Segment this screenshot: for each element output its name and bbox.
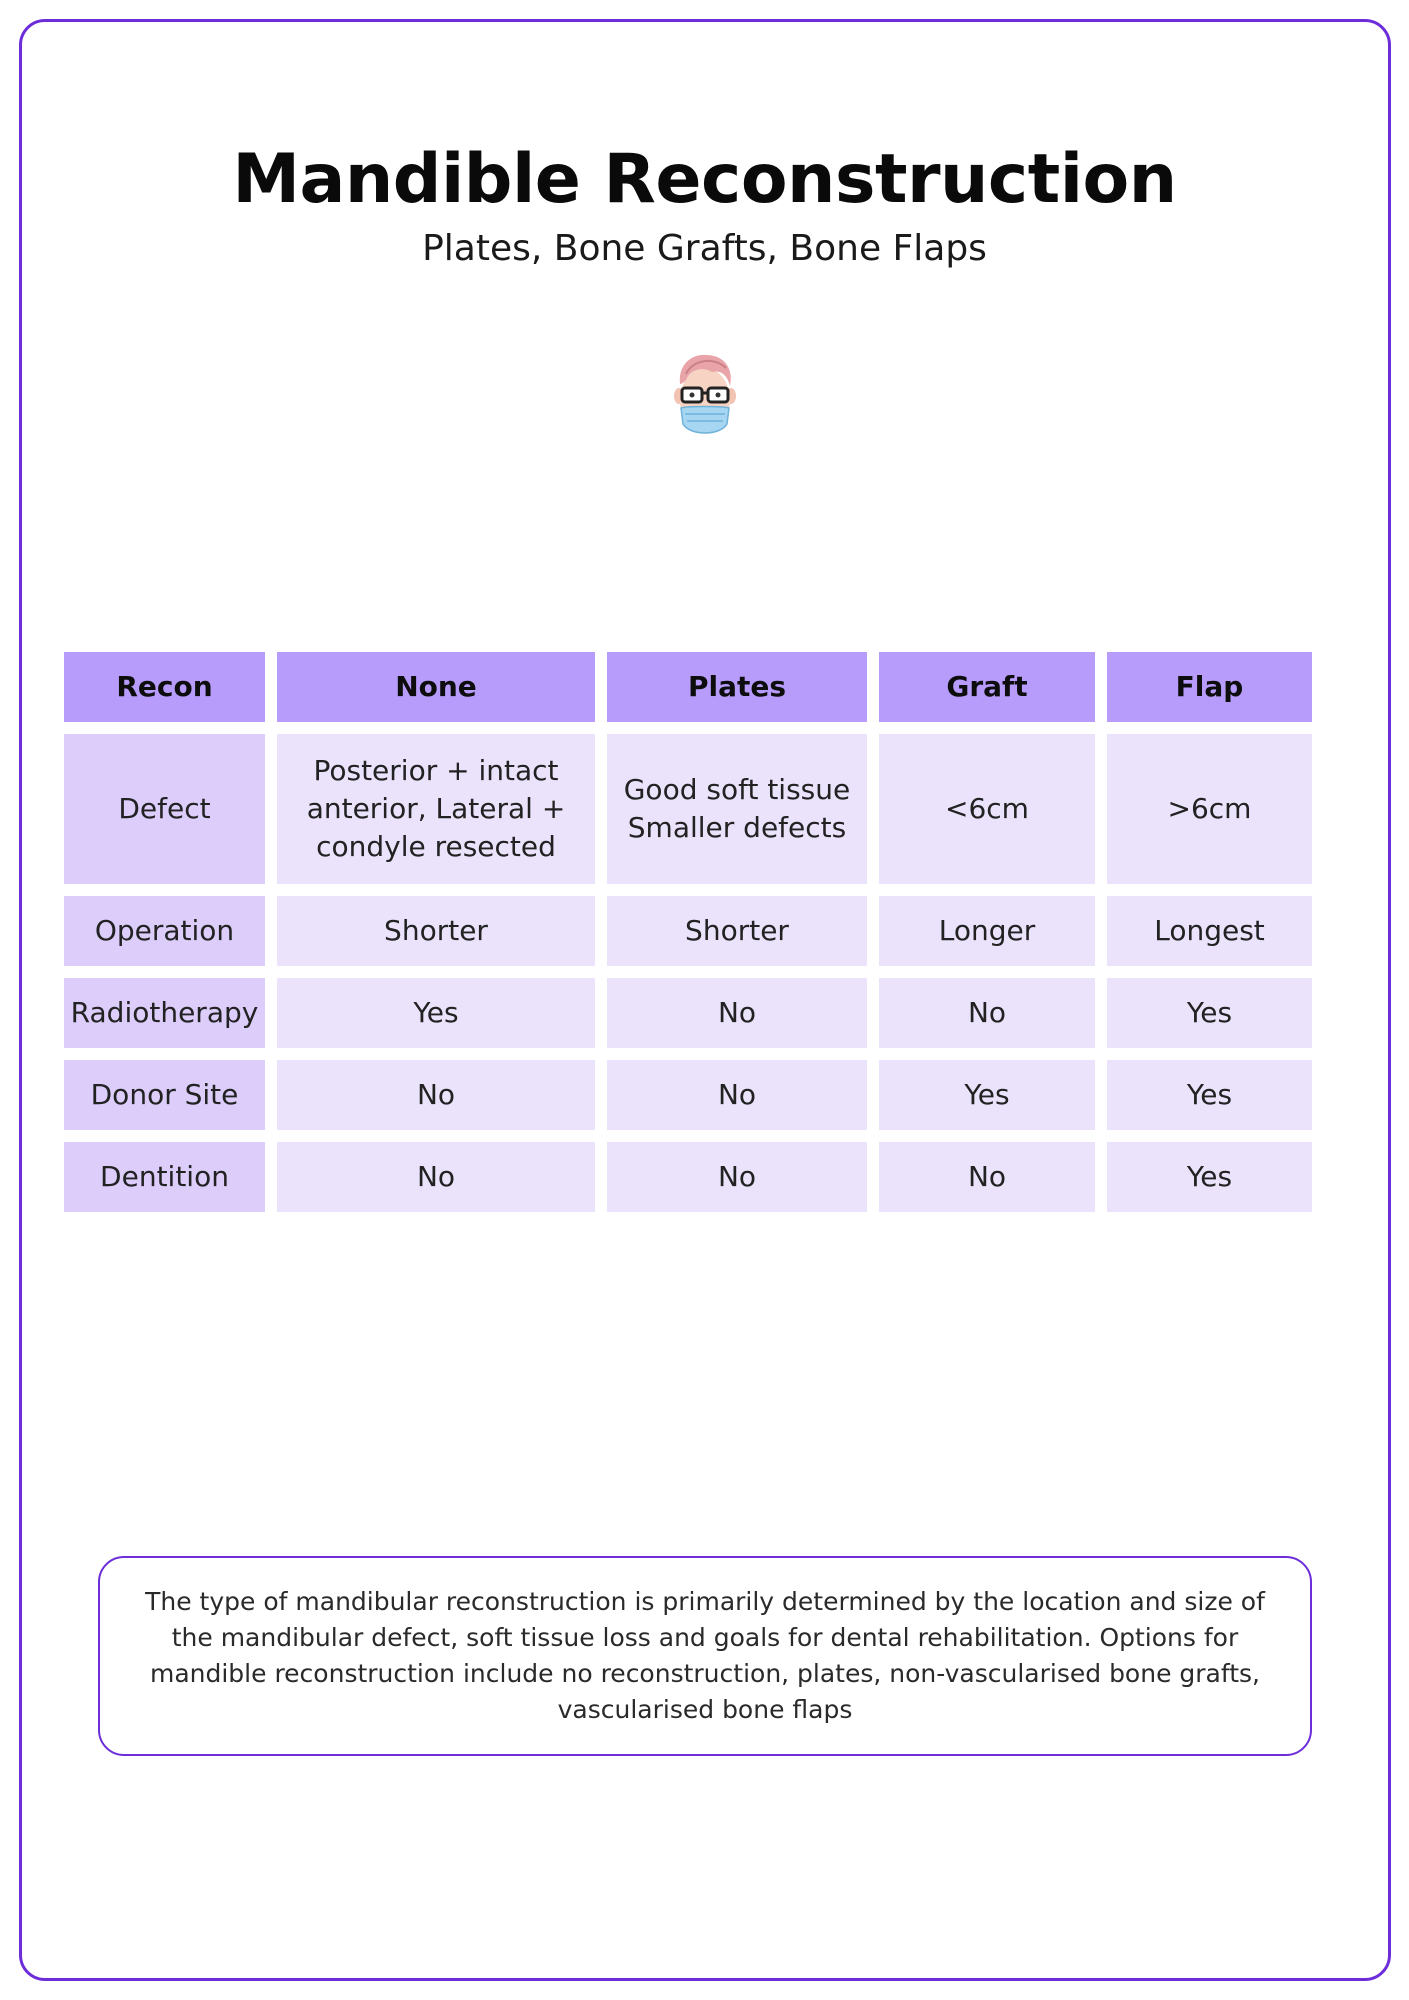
page-subtitle: Plates, Bone Grafts, Bone Flaps (422, 228, 987, 269)
table-row (64, 1142, 1314, 1212)
table-cell: Posterior + intact anterior, Lateral + condyle resected (277, 734, 595, 884)
table-cell: Yes (1107, 1060, 1312, 1130)
column-header: Plates (607, 652, 867, 722)
table-row (64, 1060, 1314, 1130)
table-cell: Longest (1107, 896, 1312, 966)
table-cell: No (879, 978, 1095, 1048)
table-row (64, 896, 1314, 966)
table-header-row (64, 652, 1314, 722)
summary-note-text: The type of mandibular reconstruction is primarily determined by the location and size of the mandibular defect, soft tissue loss and goals for dental rehabilitation. Options for mandible reconstruction include no reconstruction, plates, non-vascularised bone grafts, vascularised bone flaps (145, 1587, 1265, 1724)
row-label: Defect (64, 734, 265, 884)
table-cell: Longer (879, 896, 1095, 966)
row-label: Dentition (64, 1142, 265, 1212)
row-label: Operation (64, 896, 265, 966)
row-label: Donor Site (64, 1060, 265, 1130)
summary-note (98, 1556, 1312, 1756)
column-header: Flap (1107, 652, 1312, 722)
table-cell: Good soft tissue Smaller defects (607, 734, 867, 884)
table-cell: No (879, 1142, 1095, 1212)
table-cell: <6cm (879, 734, 1095, 884)
table-cell: No (607, 1060, 867, 1130)
table-cell: >6cm (1107, 734, 1312, 884)
column-header: Recon (64, 652, 265, 722)
row-label: Radiotherapy (64, 978, 265, 1048)
table-cell: No (277, 1142, 595, 1212)
column-header: None (277, 652, 595, 722)
table-cell: Yes (1107, 1142, 1312, 1212)
table-cell: Shorter (277, 896, 595, 966)
table-cell: Yes (879, 1060, 1095, 1130)
table-cell: Yes (277, 978, 595, 1048)
table-row (64, 734, 1314, 884)
column-header: Graft (879, 652, 1095, 722)
comparison-table (64, 652, 1314, 1224)
table-cell: No (607, 1142, 867, 1212)
table-cell: Shorter (607, 896, 867, 966)
table-row (64, 978, 1314, 1048)
table-cell: Yes (1107, 978, 1312, 1048)
doctor-with-mask-icon (672, 352, 738, 438)
table-cell: No (607, 978, 867, 1048)
page-title: Mandible Reconstruction (232, 140, 1177, 219)
table-cell: No (277, 1060, 595, 1130)
